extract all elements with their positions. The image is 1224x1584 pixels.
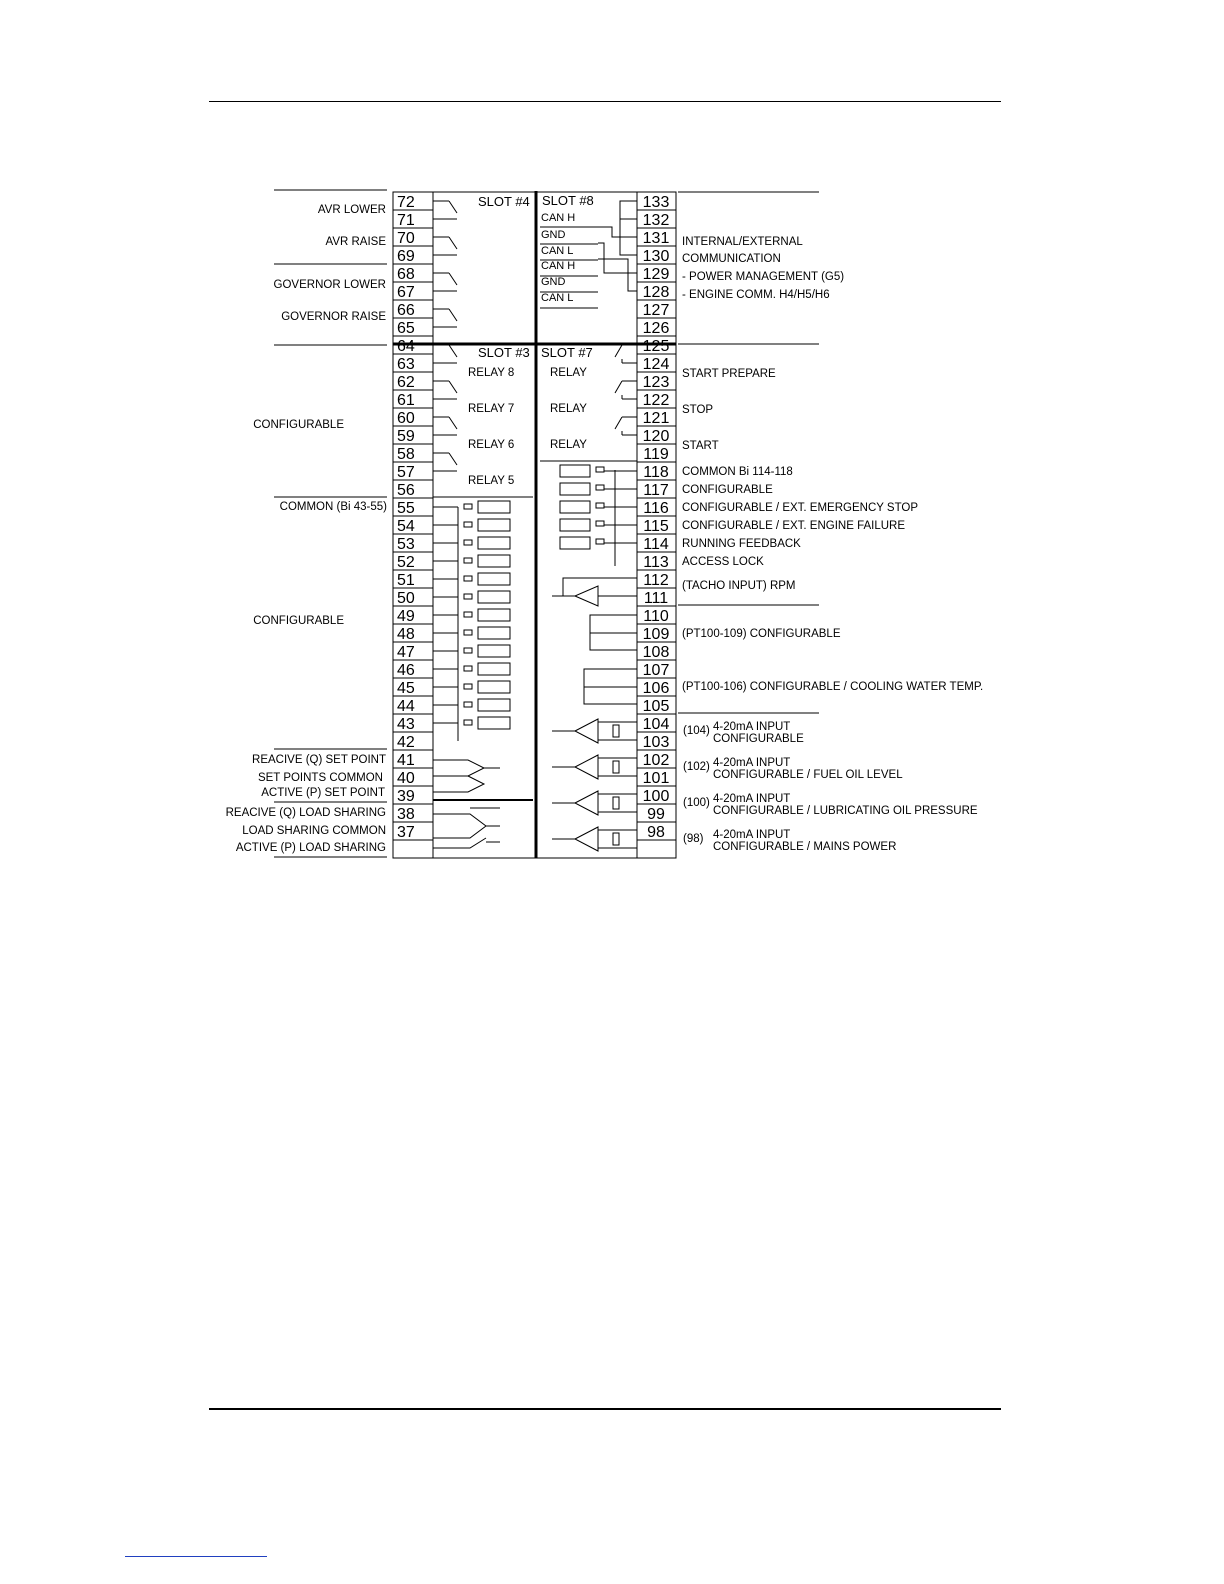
terminal-left-53: 53 — [397, 536, 415, 553]
label-ext-emergency-stop: CONFIGURABLE / EXT. EMERGENCY STOP — [682, 502, 919, 514]
label-start: START — [682, 440, 719, 452]
gnd-label-1: GND — [541, 229, 566, 241]
label-stop: STOP — [682, 404, 714, 416]
label-avr-raise: AVR RAISE — [325, 236, 386, 248]
terminal-left-66: 66 — [397, 302, 415, 319]
terminal-left-56: 56 — [397, 482, 415, 499]
terminal-right-102: 102 — [642, 752, 670, 769]
terminal-right-100: 100 — [642, 788, 670, 805]
terminal-left-42: 42 — [397, 734, 415, 751]
terminal-left-44: 44 — [397, 698, 415, 715]
terminal-right-119: 119 — [643, 446, 669, 463]
label-governor-raise: GOVERNOR RAISE — [281, 311, 386, 323]
label-input-100: 4-20mA INPUT — [713, 793, 791, 805]
terminal-right-110: 110 — [643, 608, 669, 625]
label-governor-lower: GOVERNOR LOWER — [273, 279, 386, 291]
label-communication: COMMUNICATION — [682, 253, 781, 265]
terminal-right-113: 113 — [643, 554, 669, 571]
terminal-right-132: 132 — [642, 212, 670, 229]
relay-8-label: RELAY 8 — [468, 367, 515, 379]
terminal-right-108: 108 — [642, 644, 670, 661]
terminal-right-103: 103 — [642, 734, 670, 751]
terminal-left-48: 48 — [397, 626, 415, 643]
label-lube-oil: CONFIGURABLE / LUBRICATING OIL PRESSURE — [713, 805, 978, 817]
label-common-bi-114: COMMON Bi 114-118 — [682, 466, 793, 478]
terminal-left-46: 46 — [397, 662, 415, 679]
terminal-left-69: 69 — [397, 248, 415, 265]
terminal-right-104: 104 — [642, 716, 670, 733]
terminal-right-122: 122 — [642, 392, 670, 409]
terminal-right-114: 114 — [643, 536, 669, 553]
can-h-label-1: CAN H — [541, 212, 576, 224]
terminal-left-41: 41 — [397, 752, 415, 769]
can-h-label-2: CAN H — [541, 260, 576, 272]
relay-label-3: RELAY — [550, 439, 587, 451]
terminal-right-123: 123 — [642, 374, 670, 391]
label-104: (104) — [683, 725, 710, 737]
label-tacho-input: (TACHO INPUT) RPM — [682, 580, 796, 592]
terminal-right-130: 130 — [642, 248, 670, 265]
terminal-right-124: 124 — [642, 356, 670, 373]
terminal-right-133: 133 — [642, 194, 670, 211]
relay-5-label: RELAY 5 — [468, 475, 515, 487]
relay-label-2: RELAY — [550, 403, 587, 415]
label-running-feedback: RUNNING FEEDBACK — [682, 538, 801, 550]
terminal-right-112: 112 — [643, 572, 669, 589]
terminal-left-37: 37 — [397, 824, 415, 841]
label-mains-power: CONFIGURABLE / MAINS POWER — [713, 841, 897, 853]
label-102: (102) — [683, 761, 710, 773]
label-load-sharing-common: LOAD SHARING COMMON — [242, 825, 386, 837]
terminal-left-51: 51 — [397, 572, 415, 589]
terminal-right-127: 127 — [642, 302, 670, 319]
terminal-left-72: 72 — [397, 194, 415, 211]
label-active-set-point: ACTIVE (P) SET POINT — [261, 787, 385, 799]
terminal-right-128: 128 — [642, 284, 670, 301]
label-input-102: 4-20mA INPUT — [713, 757, 791, 769]
label-input-98: 4-20mA INPUT — [713, 829, 791, 841]
label-reacive-load-sharing: REACIVE (Q) LOAD SHARING — [225, 807, 386, 819]
label-avr-lower: AVR LOWER — [317, 204, 386, 216]
relay-7-label: RELAY 7 — [468, 403, 515, 415]
terminal-left-50: 50 — [397, 590, 415, 607]
slot-3-label: SLOT #3 — [478, 345, 530, 360]
terminal-left-67: 67 — [397, 284, 415, 301]
terminal-left-68: 68 — [397, 266, 415, 283]
can-l-label-2: CAN L — [541, 292, 574, 304]
label-configurable-relays: CONFIGURABLE — [253, 419, 344, 431]
slot-4-label: SLOT #4 — [478, 194, 530, 209]
terminal-right-101: 101 — [642, 770, 670, 787]
label-common-bi: COMMON (Bi 43-55) — [279, 501, 387, 513]
terminal-right-105: 105 — [642, 698, 670, 715]
slot-7-label: SLOT #7 — [541, 345, 593, 360]
label-reacive-set-point: REACIVE (Q) SET POINT — [252, 754, 386, 766]
terminal-right-131: 131 — [642, 230, 670, 247]
terminal-right-107: 107 — [642, 662, 670, 679]
label-98: (98) — [683, 833, 704, 845]
terminal-right-120: 120 — [642, 428, 670, 445]
terminal-left-54: 54 — [397, 518, 415, 535]
label-pt100-106: (PT100-106) CONFIGURABLE / COOLING WATER TEMP. — [682, 681, 984, 693]
terminal-left-49: 49 — [397, 608, 415, 625]
terminal-left-65: 65 — [397, 320, 415, 337]
terminal-left-62: 62 — [397, 374, 415, 391]
terminal-right-106: 106 — [642, 680, 670, 697]
terminal-left-40: 40 — [397, 770, 415, 787]
terminal-left-43: 43 — [397, 716, 415, 733]
terminal-left-70: 70 — [397, 230, 415, 247]
slot-8-label: SLOT #8 — [542, 193, 594, 208]
label-active-load-sharing: ACTIVE (P) LOAD SHARING — [235, 842, 386, 854]
terminal-left-58: 58 — [397, 446, 415, 463]
terminal-left-38: 38 — [397, 806, 415, 823]
label-engine-comm: - ENGINE COMM. H4/H5/H6 — [682, 289, 830, 301]
terminal-right-116: 116 — [643, 500, 669, 517]
terminal-right-121: 121 — [642, 410, 670, 427]
label-cfg-104: CONFIGURABLE — [713, 733, 804, 745]
label-input-104: 4-20mA INPUT — [713, 721, 791, 733]
terminal-left-57: 57 — [397, 464, 415, 481]
terminal-left-47: 47 — [397, 644, 415, 661]
terminal-left-59: 59 — [397, 428, 415, 445]
terminal-left-45: 45 — [397, 680, 415, 697]
terminal-left-61: 61 — [397, 392, 415, 409]
relay-6-label: RELAY 6 — [468, 439, 515, 451]
terminal-left-71: 71 — [397, 212, 415, 229]
terminal-right-115: 115 — [643, 518, 669, 535]
label-100: (100) — [683, 797, 710, 809]
terminal-right-99: 99 — [647, 806, 665, 823]
terminal-right-118: 118 — [643, 464, 669, 481]
label-access-lock: ACCESS LOCK — [682, 556, 764, 568]
gnd-label-2: GND — [541, 276, 566, 288]
terminal-left-60: 60 — [397, 410, 415, 427]
label-start-prepare: START PREPARE — [682, 368, 776, 380]
relay-label-1: RELAY — [550, 367, 587, 379]
label-ext-engine-failure: CONFIGURABLE / EXT. ENGINE FAILURE — [682, 520, 906, 532]
label-configurable-inputs: CONFIGURABLE — [253, 615, 344, 627]
terminal-right-129: 129 — [642, 266, 670, 283]
terminal-right-111: 111 — [643, 590, 669, 607]
label-power-management: - POWER MANAGEMENT (G5) — [682, 271, 845, 283]
label-set-points-common: SET POINTS COMMON — [257, 772, 383, 784]
label-pt100-109: (PT100-109) CONFIGURABLE — [682, 628, 841, 640]
terminal-right-98: 98 — [647, 824, 665, 841]
terminal-right-125: 125 — [642, 338, 670, 355]
terminal-left-39: 39 — [397, 788, 415, 805]
terminal-left-52: 52 — [397, 554, 415, 571]
terminal-right-126: 126 — [642, 320, 670, 337]
label-fuel-oil: CONFIGURABLE / FUEL OIL LEVEL — [713, 769, 903, 781]
terminal-right-117: 117 — [643, 482, 669, 499]
label-internal-external: INTERNAL/EXTERNAL — [682, 236, 803, 248]
terminal-left-55: 55 — [397, 500, 415, 517]
label-configurable-118: CONFIGURABLE — [682, 484, 773, 496]
terminal-right-109: 109 — [642, 626, 670, 643]
can-l-label-1: CAN L — [541, 245, 574, 257]
terminal-left-63: 63 — [397, 356, 415, 373]
terminal-left-64: 64 — [397, 338, 415, 355]
